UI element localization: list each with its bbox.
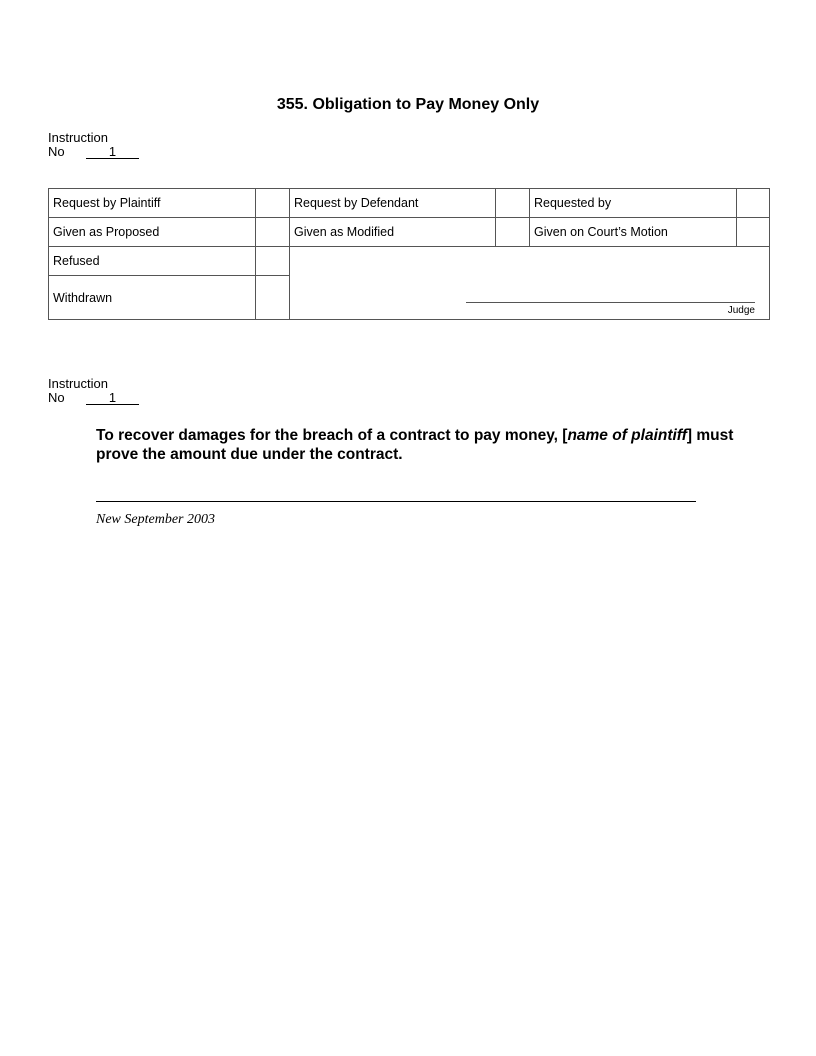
- request-by-plaintiff-checkbox[interactable]: [256, 189, 290, 218]
- request-by-defendant-label: Request by Defendant: [290, 189, 496, 218]
- instruction-text: [96, 426, 736, 464]
- refused-checkbox[interactable]: [256, 247, 290, 276]
- given-on-courts-motion-checkbox[interactable]: [737, 218, 770, 247]
- instruction-number-block-bottom: [48, 377, 139, 405]
- judge-signature-line[interactable]: [466, 302, 755, 303]
- given-on-courts-motion-label: Given on Court’s Motion: [530, 218, 737, 247]
- instruction-text-part2: ] must prove the amount due under the contract.: [96, 427, 734, 463]
- request-by-defendant-checkbox[interactable]: [496, 189, 530, 218]
- instruction-text-part1: To recover damages for the breach of a contract to pay money, [: [96, 427, 568, 444]
- instruction-no-row: [48, 145, 139, 159]
- instruction-label: Instruction: [48, 376, 108, 391]
- table-row: [49, 247, 770, 276]
- judge-signature-area: [290, 247, 770, 320]
- withdrawn-checkbox[interactable]: [256, 276, 290, 320]
- no-label: No: [48, 144, 65, 159]
- request-by-plaintiff-label: Request by Plaintiff: [49, 189, 256, 218]
- given-as-proposed-label: Given as Proposed: [49, 218, 256, 247]
- instruction-no-value[interactable]: 1: [86, 145, 139, 159]
- request-status-table: [48, 188, 770, 320]
- given-as-proposed-checkbox[interactable]: [256, 218, 290, 247]
- table-row: [49, 218, 770, 247]
- requested-by-checkbox[interactable]: [737, 189, 770, 218]
- requested-by-label: Requested by: [530, 189, 737, 218]
- refused-label: Refused: [49, 247, 256, 276]
- plaintiff-name-placeholder: name of plaintiff: [567, 427, 687, 444]
- withdrawn-label: Withdrawn: [49, 276, 256, 320]
- no-label: No: [48, 390, 65, 405]
- table-row: [49, 189, 770, 218]
- given-as-modified-checkbox[interactable]: [496, 218, 530, 247]
- history-note: New September 2003: [96, 512, 215, 527]
- divider: [96, 501, 696, 502]
- judge-label: Judge: [727, 305, 755, 316]
- page-title: 355. Obligation to Pay Money Only: [276, 96, 540, 113]
- instruction-label: Instruction: [48, 130, 108, 145]
- given-as-modified-label: Given as Modified: [290, 218, 496, 247]
- instruction-no-row: [48, 391, 139, 405]
- instruction-no-value[interactable]: 1: [86, 391, 139, 405]
- instruction-number-block-top: [48, 131, 139, 159]
